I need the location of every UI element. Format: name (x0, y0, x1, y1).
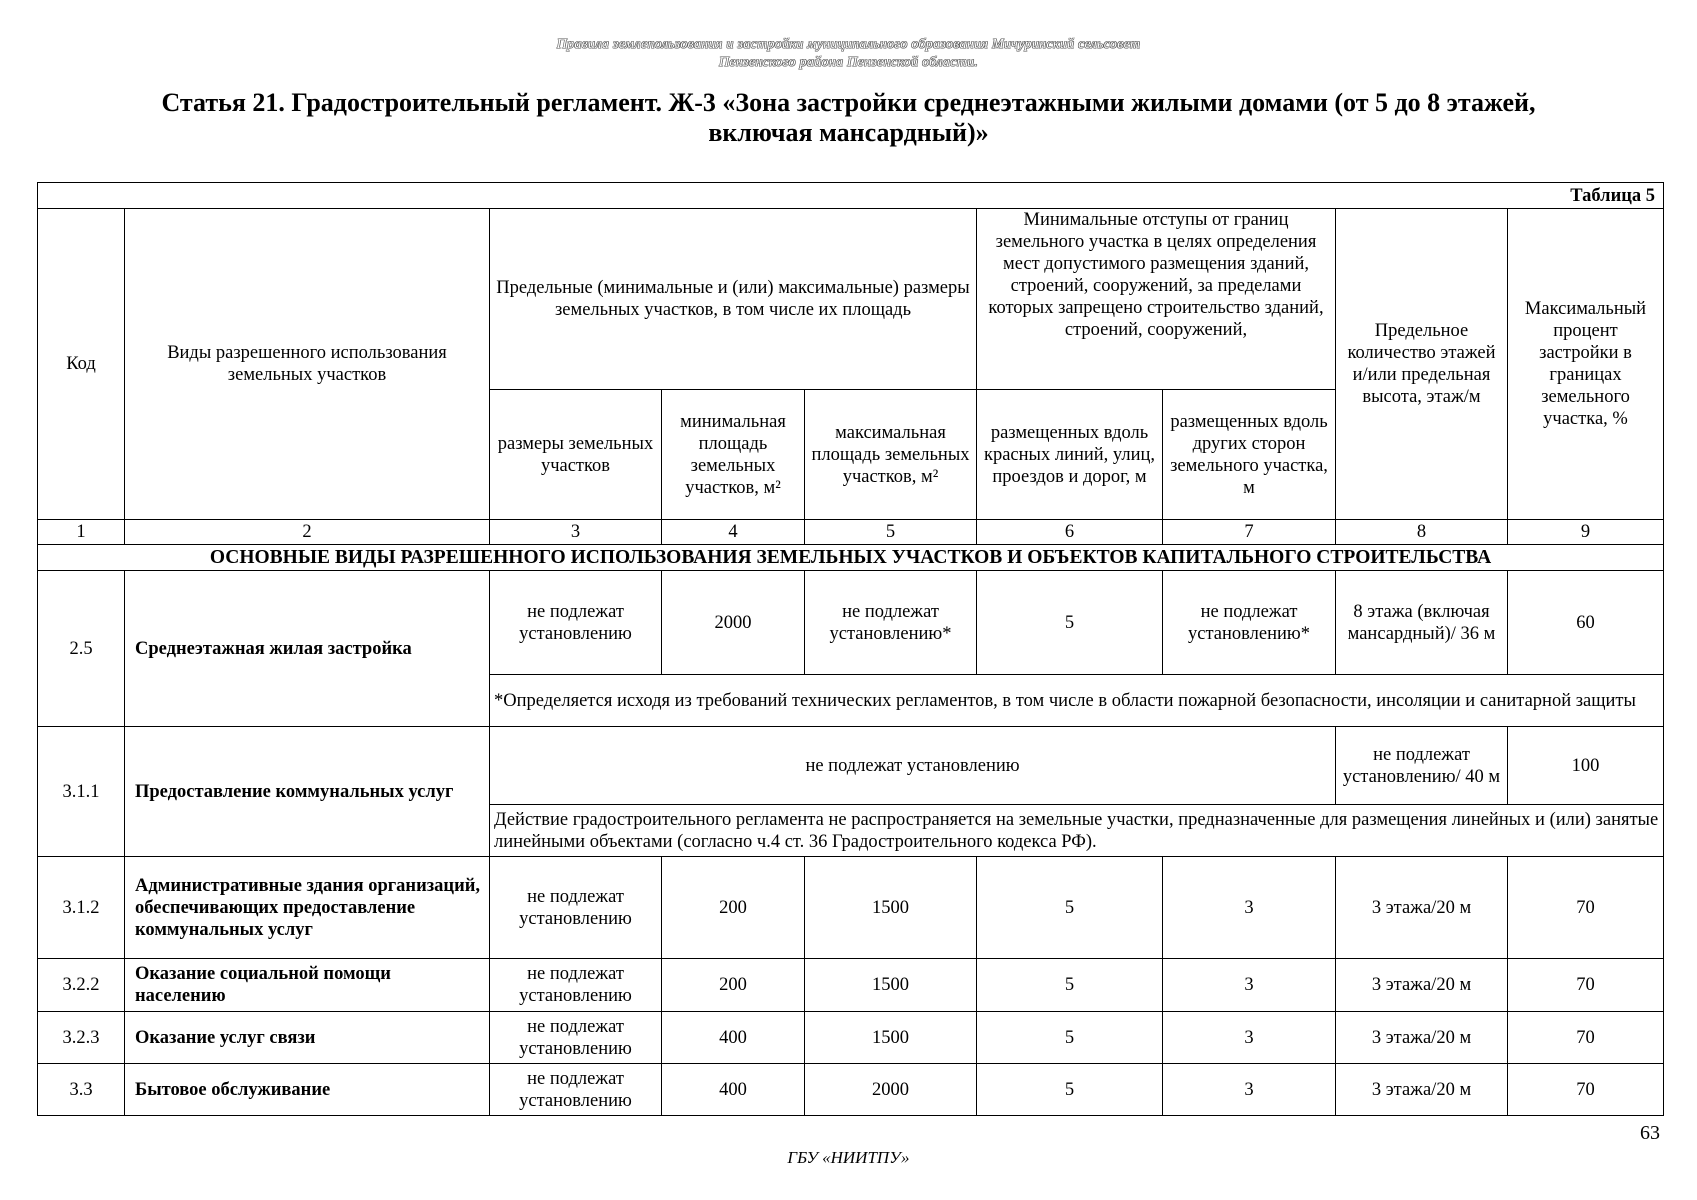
header-sub-min-area: минимальная площадь земельных участков, м² (662, 390, 805, 520)
table-row (38, 857, 1664, 959)
page-number: 63 (1640, 1122, 1660, 1144)
row-code: 3.3 (38, 1064, 125, 1116)
row-red-lines: 5 (977, 1064, 1163, 1116)
header-use-types: Виды разрешенного использования земельных участков (125, 209, 490, 520)
row-sizes: не подлежат установлению (490, 959, 662, 1012)
row-red-lines: 5 (977, 857, 1163, 959)
row-code: 2.5 (38, 571, 125, 727)
column-number: 3 (490, 520, 662, 545)
column-number: 4 (662, 520, 805, 545)
table-row (38, 1012, 1664, 1064)
row-other-sides: 3 (1163, 1012, 1336, 1064)
row-merged-values: не подлежат установлению (490, 727, 1336, 805)
row-name: Среднеэтажная жилая застройка (125, 571, 490, 727)
row-red-lines: 5 (977, 1012, 1163, 1064)
article-title (60, 88, 1637, 148)
header-code: Код (38, 209, 125, 520)
row-other-sides: не подлежат установлению* (1163, 571, 1336, 675)
header-setbacks: Минимальные отступы от границ земельного участка в целях определения мест допустимого размещения зданий, строений, сооружений, за пределами которых запрещено строительство зданий, строений, сооружений, (977, 209, 1336, 390)
table-row (38, 959, 1664, 1012)
header-floors: Предельное количество этажей и/или предельная высота, этаж/м (1336, 209, 1508, 520)
row-floors: не подлежат установлению/ 40 м (1336, 727, 1508, 805)
row-red-lines: 5 (977, 571, 1163, 675)
row-name: Оказание услуг связи (125, 1012, 490, 1064)
table-label: Таблица 5 (38, 183, 1664, 209)
row-sizes: не подлежат установлению (490, 1064, 662, 1116)
row-max-area: не подлежат установлению* (805, 571, 977, 675)
regulation-table (37, 182, 1664, 1116)
row-sizes: не подлежат установлению (490, 1012, 662, 1064)
row-code: 3.1.2 (38, 857, 125, 959)
row-other-sides: 3 (1163, 857, 1336, 959)
header-sub-sizes: размеры земельных участков (490, 390, 662, 520)
row-coverage: 70 (1508, 857, 1664, 959)
row-code: 3.2.3 (38, 1012, 125, 1064)
row-sizes: не подлежат установлению (490, 571, 662, 675)
row-name: Оказание социальной помощи населению (125, 959, 490, 1012)
column-number: 1 (38, 520, 125, 545)
table-row (38, 571, 1664, 675)
row-min-area: 2000 (662, 571, 805, 675)
table-row (38, 1064, 1664, 1116)
row-code: 3.2.2 (38, 959, 125, 1012)
row-other-sides: 3 (1163, 1064, 1336, 1116)
row-floors: 3 этажа/20 м (1336, 1012, 1508, 1064)
column-number: 2 (125, 520, 490, 545)
row-note: *Определяется исходя из требований технических регламентов, в том числе в области пожарной безопасности, инсоляции и санитарной защиты (490, 675, 1664, 727)
article-title-line2: включая мансардный)» (708, 118, 989, 147)
row-floors: 3 этажа/20 м (1336, 1064, 1508, 1116)
row-coverage: 60 (1508, 571, 1664, 675)
row-coverage: 70 (1508, 1064, 1664, 1116)
page-header-line1: Правила землепользования и застройки муниципального образования Мичуринский сельсовет (556, 37, 1141, 52)
row-other-sides: 3 (1163, 959, 1336, 1012)
column-numbers-row (38, 520, 1664, 545)
column-number: 5 (805, 520, 977, 545)
row-red-lines: 5 (977, 959, 1163, 1012)
table-row (38, 727, 1664, 805)
row-max-area: 2000 (805, 1064, 977, 1116)
column-number: 9 (1508, 520, 1664, 545)
row-coverage: 70 (1508, 959, 1664, 1012)
row-max-area: 1500 (805, 857, 977, 959)
header-plot-sizes: Предельные (минимальные и (или) максимальные) размеры земельных участков, в том числе их площадь (490, 209, 977, 390)
row-floors: 3 этажа/20 м (1336, 959, 1508, 1012)
column-number: 6 (977, 520, 1163, 545)
column-number: 8 (1336, 520, 1508, 545)
section-title: ОСНОВНЫЕ ВИДЫ РАЗРЕШЕННОГО ИСПОЛЬЗОВАНИЯ ЗЕМЕЛЬНЫХ УЧАСТКОВ И ОБЪЕКТОВ КАПИТАЛЬНОГО СТРОИТЕЛЬСТВА (38, 545, 1664, 571)
row-sizes: не подлежат установлению (490, 857, 662, 959)
row-min-area: 200 (662, 959, 805, 1012)
header-sub-other-sides: размещенных вдоль других сторон земельного участка, м (1163, 390, 1336, 520)
row-min-area: 400 (662, 1012, 805, 1064)
page-header-line2: Пензенского района Пензенской области. (718, 55, 979, 70)
header-sub-max-area: максимальная площадь земельных участков, м² (805, 390, 977, 520)
row-max-area: 1500 (805, 1012, 977, 1064)
row-floors: 3 этажа/20 м (1336, 857, 1508, 959)
page-header (0, 36, 1697, 72)
row-name: Бытовое обслуживание (125, 1064, 490, 1116)
header-sub-red-lines: размещенных вдоль красных линий, улиц, проездов и дорог, м (977, 390, 1163, 520)
row-coverage: 70 (1508, 1012, 1664, 1064)
article-title-line1: Статья 21. Градостроительный регламент. Ж-3 «Зона застройки среднеэтажными жилыми домами (от 5 до 8 этажей, (161, 88, 1536, 117)
row-note: Действие градостроительного регламента не распространяется на земельные участки, предназначенные для размещения линейных и (или) занятые линейными объектами (согласно ч.4 ст. 36 Градостроительного кодекса РФ). (490, 805, 1664, 857)
page-footer: ГБУ «НИИТПУ» (787, 1148, 910, 1167)
column-number: 7 (1163, 520, 1336, 545)
row-coverage: 100 (1508, 727, 1664, 805)
row-code: 3.1.1 (38, 727, 125, 857)
row-min-area: 400 (662, 1064, 805, 1116)
row-name: Административные здания организаций, обеспечивающих предоставление коммунальных услуг (125, 857, 490, 959)
row-name: Предоставление коммунальных услуг (125, 727, 490, 857)
header-coverage: Максимальный процент застройки в границах земельного участка, % (1508, 209, 1664, 520)
row-max-area: 1500 (805, 959, 977, 1012)
row-floors: 8 этажа (включая мансардный)/ 36 м (1336, 571, 1508, 675)
row-min-area: 200 (662, 857, 805, 959)
